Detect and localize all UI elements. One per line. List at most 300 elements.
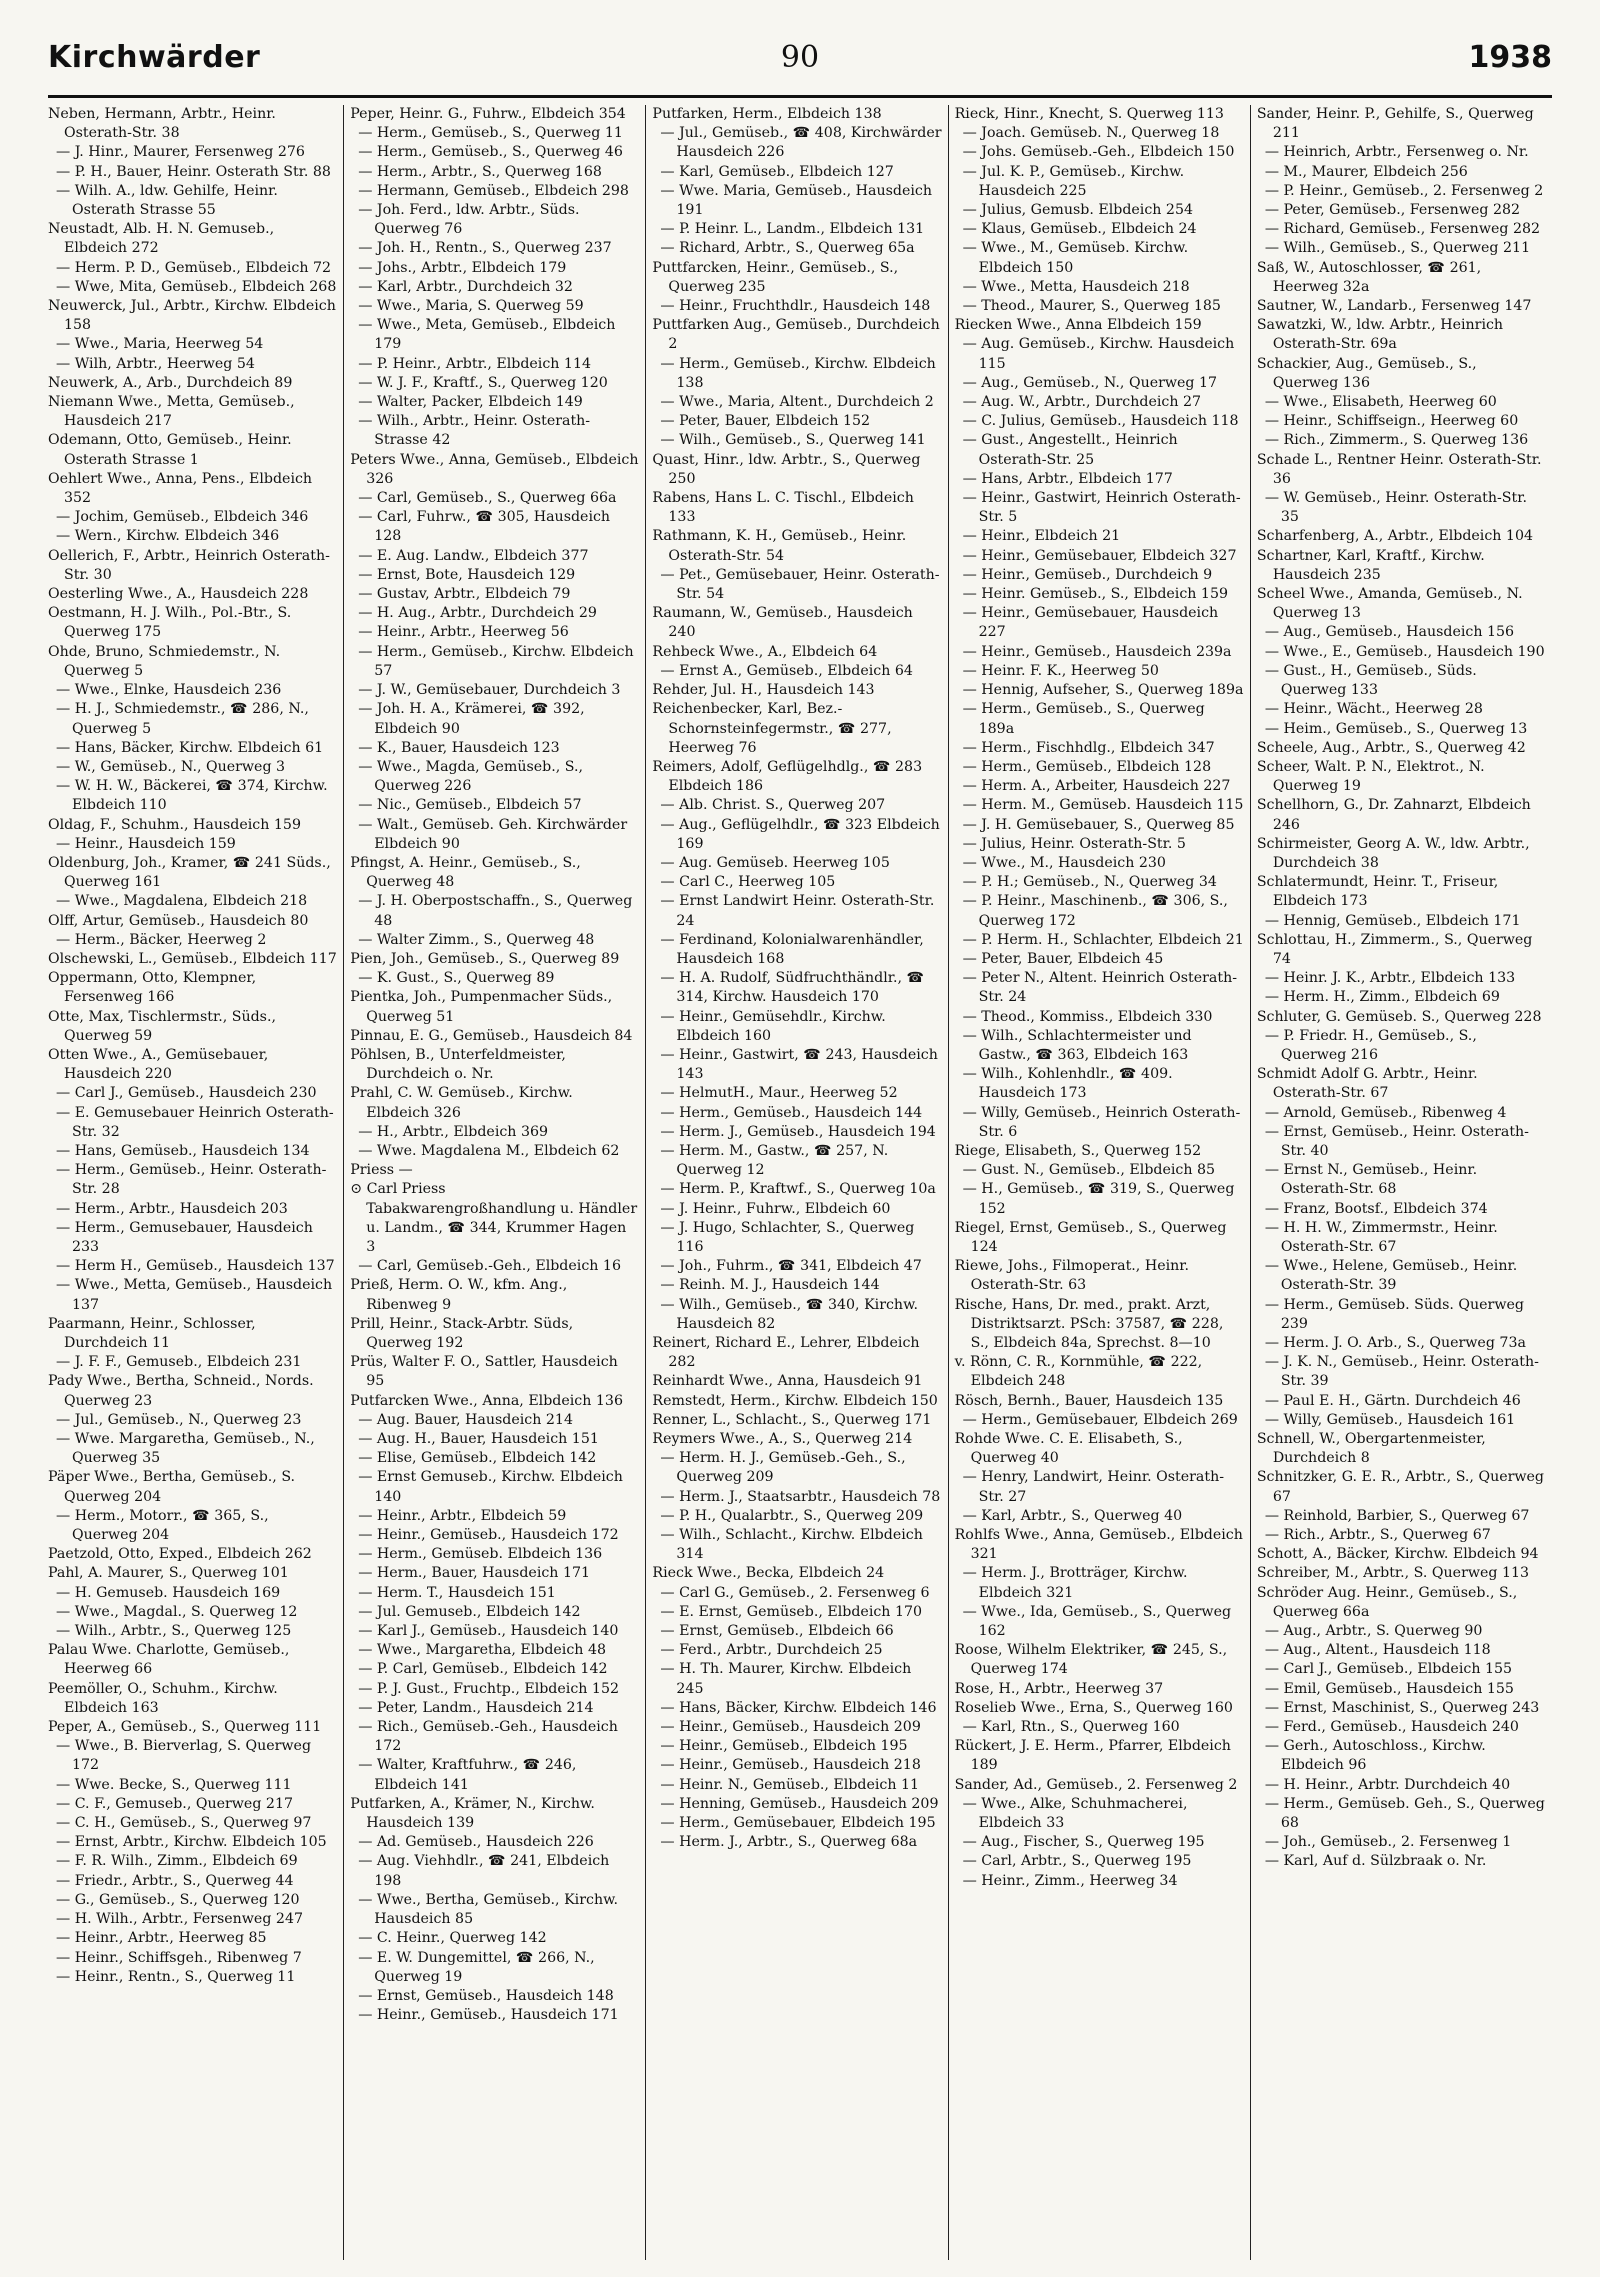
directory-entry: — Aug. Viehhdlr., ☎ 241, Elbdeich 198 xyxy=(358,1853,610,1889)
directory-entry: — Heinr., Gemüsebauer, Elbdeich 327 xyxy=(962,547,1237,564)
directory-entry: — Heinr., Rentn., S., Querweg 11 xyxy=(56,1968,296,1985)
directory-entry: — Wilh, Arbtr., Heerweg 54 xyxy=(56,355,255,372)
directory-entry: Pöhlsen, B., Unterfeldmeister, Durchdeich o. Nr. xyxy=(350,1046,566,1083)
directory-entry: Scheel Wwe., Amanda, Gemüseb., N. Querweg 13 xyxy=(1256,586,1523,622)
directory-entry: — Aug., Gemüseb., Hausdeich 156 xyxy=(1264,624,1515,641)
directory-entry: — Ernst, Maschinist, S., Querweg 243 xyxy=(1264,1699,1540,1716)
page-header xyxy=(48,40,1552,92)
directory-entry: — Aug. H., Bauer, Hausdeich 151 xyxy=(358,1431,599,1448)
directory-entry: — Wilh., Kohlenhdlr., ☎ 409. Hausdeich 173 xyxy=(962,1066,1173,1102)
directory-entry: — Heinr., Gastwirt, Heinrich Osterath-Str. 5 xyxy=(962,490,1241,526)
directory-entry: — Herm. J., Gemüseb., Hausdeich 194 xyxy=(660,1123,936,1140)
directory-entry: — P. Carl, Gemüseb., Elbdeich 142 xyxy=(358,1661,608,1678)
directory-entry: — Herm., Gemüseb., Kirchw. Elbdeich 138 xyxy=(660,355,936,391)
directory-entry: — Wwe., Bertha, Gemüseb., Kirchw. Hausdeich 85 xyxy=(358,1891,619,1928)
directory-entry: Ohde, Bruno, Schmiedemstr., N. Querweg 5 xyxy=(48,643,281,679)
directory-entry: ⊙ Carl Priess Tabakwarengroßhandlung u. Händler u. Landm., ☎ 344, Krummer Hagen 3 xyxy=(350,1181,638,1255)
directory-entry: — Heinr., Gemüseb., Hausdeich 171 xyxy=(358,2007,619,2024)
directory-entry: — C. Heinr., Querweg 142 xyxy=(358,1930,547,1947)
directory-entry: Otten Wwe., A., Gemüsebauer, Hausdeich 220 xyxy=(48,1046,269,1083)
directory-entry: — Peter N., Altent. Heinrich Osterath-Str. 24 xyxy=(962,970,1238,1006)
directory-entry: Sander, Ad., Gemüseb., 2. Fersenweg 2 xyxy=(954,1776,1238,1793)
directory-entry: Sautner, W., Landarb., Fersenweg 147 xyxy=(1256,298,1532,315)
directory-entry: — Joach. Gemüseb. N., Querweg 18 xyxy=(962,125,1220,142)
directory-entry: — W., Gemüseb., N., Querweg 3 xyxy=(56,758,286,775)
directory-entry: Schlottau, H., Zimmerm., S., Querweg 74 xyxy=(1256,931,1533,967)
directory-entry: — Herm., Arbtr., S., Querweg 168 xyxy=(358,163,602,180)
directory-entry: — Heinr. N., Gemüseb., Elbdeich 11 xyxy=(660,1776,920,1793)
directory-entry: — K. Gust., S., Querweg 89 xyxy=(358,970,555,987)
directory-entry: — Heinr., Wächt., Heerweg 28 xyxy=(1264,701,1483,718)
directory-entry: Paetzold, Otto, Exped., Elbdeich 262 xyxy=(48,1546,312,1563)
directory-entry: Neben, Hermann, Arbtr., Heinr. Osterath-Str. 38 xyxy=(48,106,276,142)
directory-entry: — Carl J., Gemüseb., Hausdeich 230 xyxy=(56,1085,317,1102)
directory-entry: — M., Maurer, Elbdeich 256 xyxy=(1264,163,1468,180)
directory-entry: Roose, Wilhelm Elektriker, ☎ 245, S., Querweg 174 xyxy=(954,1642,1228,1678)
directory-entry: — Heinr. F. K., Heerweg 50 xyxy=(962,662,1159,679)
directory-entry: Schmidt Adolf G. Arbtr., Heinr. Osterath-Str. 67 xyxy=(1256,1066,1478,1102)
directory-entry: Niemann Wwe., Metta, Gemüseb., Hausdeich 217 xyxy=(48,394,295,430)
directory-entry: — J. H. Oberpostschaffn., S., Querweg 48 xyxy=(358,893,633,929)
directory-entry: — Jul., Gemüseb., N., Querweg 23 xyxy=(56,1411,302,1428)
directory-entry: — Wwe., Maria, Altent., Durchdeich 2 xyxy=(660,394,934,411)
directory-entry: Odemann, Otto, Gemüseb., Heinr. Osterath Strasse 1 xyxy=(48,432,292,468)
directory-entry: — Wwe., Helene, Gemüseb., Heinr. Osterath-Str. 39 xyxy=(1264,1258,1518,1294)
directory-entry: — Julius, Heinr. Osterath-Str. 5 xyxy=(962,835,1186,852)
directory-entry: — Henning, Gemüseb., Hausdeich 209 xyxy=(660,1795,939,1812)
directory-entry: — Heinr., Gemüseb., Durchdeich 9 xyxy=(962,566,1213,583)
directory-entry: — Hans, Bäcker, Kirchw. Elbdeich 61 xyxy=(56,739,324,756)
directory-entry: — J. W., Gemüsebauer, Durchdeich 3 xyxy=(358,682,621,699)
directory-entry: — Jul. Gemuseb., Elbdeich 142 xyxy=(358,1603,581,1620)
directory-entry: Riewe, Johs., Filmoperat., Heinr. Osterath-Str. 63 xyxy=(954,1258,1189,1294)
running-title: Kirchwärder xyxy=(48,40,261,75)
directory-entry: Neuwerk, A., Arb., Durchdeich 89 xyxy=(48,374,293,391)
directory-columns xyxy=(48,105,1552,2260)
directory-entry: — Wwe., Elnke, Hausdeich 236 xyxy=(56,682,282,699)
directory-entry: — K., Bauer, Hausdeich 123 xyxy=(358,739,560,756)
directory-entry: — Karl, Arbtr., S., Querweg 40 xyxy=(962,1507,1183,1524)
directory-entry: — C. Julius, Gemüseb., Hausdeich 118 xyxy=(962,413,1239,430)
directory-entry: — Carl G., Gemüseb., 2. Fersenweg 6 xyxy=(660,1584,930,1601)
directory-entry: — Herm., Gemusebauer, Hausdeich 233 xyxy=(56,1219,313,1255)
directory-entry: — Arnold, Gemüseb., Ribenweg 4 xyxy=(1264,1104,1507,1121)
directory-entry: — Wwe., M., Gemüseb. Kirchw. Elbdeich 150 xyxy=(962,240,1189,276)
directory-entry: Prüs, Walter F. O., Sattler, Hausdeich 95 xyxy=(350,1354,618,1390)
directory-entry: — Emil, Gemüseb., Hausdeich 155 xyxy=(1264,1680,1514,1697)
directory-entry: — Heinr. J. K., Arbtr., Elbdeich 133 xyxy=(1264,970,1516,987)
directory-entry: — Heinr. Gemüseb., S., Elbdeich 159 xyxy=(962,586,1229,603)
directory-entry: — W. Gemüseb., Heinr. Osterath-Str. 35 xyxy=(1264,490,1527,526)
directory-entry: Renner, L., Schlacht., S., Querweg 171 xyxy=(652,1411,932,1428)
directory-entry: Putfarken, Herm., Elbdeich 138 xyxy=(652,106,882,122)
directory-entry: — Herm. J., Brotträger, Kirchw. Elbdeich 321 xyxy=(962,1565,1188,1601)
column-3 xyxy=(645,105,947,2260)
directory-entry: Putfarken, A., Krämer, N., Kirchw. Hausdeich 139 xyxy=(350,1795,595,1832)
directory-entry: — Joh., Gemüseb., 2. Fersenweg 1 xyxy=(1264,1834,1512,1851)
directory-entry: — Hennig, Gemüseb., Elbdeich 171 xyxy=(1264,912,1521,929)
directory-entry: — Herm. P. D., Gemüseb., Elbdeich 72 xyxy=(56,259,332,276)
directory-entry: Schnell, W., Obergartenmeister, Durchdeich 8 xyxy=(1256,1431,1486,1467)
directory-entry: — Herm. T., Hausdeich 151 xyxy=(358,1584,556,1601)
directory-entry: — Jul., Gemüseb., ☎ 408, Kirchwärder Hausdeich 226 xyxy=(660,125,942,161)
directory-entry: — P. Heinr., Maschinenb., ☎ 306, S., Querweg 172 xyxy=(962,893,1228,929)
directory-entry: Oesterling Wwe., A., Hausdeich 228 xyxy=(48,586,309,603)
directory-entry: Reichenbecker, Karl, Bez.-Schornsteinfegermstr., ☎ 277, Heerweg 76 xyxy=(652,701,892,756)
directory-entry: Oldenburg, Joh., Kramer, ☎ 241 Süds., Querweg 161 xyxy=(48,854,331,891)
directory-entry: — E. Aug. Landw., Elbdeich 377 xyxy=(358,547,589,564)
directory-entry: — Heinr., Elbdeich 21 xyxy=(962,528,1121,545)
directory-entry: — Heinr., Arbtr., Heerweg 56 xyxy=(358,624,569,641)
directory-entry: — Aug., Arbtr., S. Querweg 90 xyxy=(1264,1623,1483,1640)
directory-entry: — Karl, Auf d. Sülzbraak o. Nr. xyxy=(1264,1853,1487,1870)
directory-entry: — H. Th. Maurer, Kirchw. Elbdeich 245 xyxy=(660,1661,912,1697)
directory-entry: — Richard, Arbtr., S., Querweg 65a xyxy=(660,240,915,257)
directory-entry: — W. H. W., Bäckerei, ☎ 374, Kirchw. Elbdeich 110 xyxy=(56,778,328,814)
directory-entry: v. Rönn, C. R., Kornmühle, ☎ 222, Elbdeich 248 xyxy=(954,1354,1203,1390)
directory-entry: Reymers Wwe., A., S., Querweg 214 xyxy=(652,1431,913,1448)
directory-entry: — Aug., Geflügelhdlr., ☎ 323 Elbdeich 169 xyxy=(660,816,940,852)
directory-entry: — Gustav, Arbtr., Elbdeich 79 xyxy=(358,586,571,603)
directory-entry: — Heinr., Zimm., Heerweg 34 xyxy=(962,1872,1178,1889)
directory-entry: — Gust., H., Gemüseb., Süds. Querweg 133 xyxy=(1264,662,1477,699)
directory-entry: Rehder, Jul. H., Hausdeich 143 xyxy=(652,682,875,699)
directory-entry: — Herm., Fischhdlg., Elbdeich 347 xyxy=(962,739,1215,756)
directory-entry: Schartner, Karl, Kraftf., Kirchw. Hausdeich 235 xyxy=(1256,547,1485,583)
header-rule xyxy=(48,95,1552,98)
directory-entry: — Aug. Gemüseb. Heerweg 105 xyxy=(660,854,890,871)
directory-entry: Otte, Max, Tischlermstr., Süds., Querweg 59 xyxy=(48,1008,276,1044)
directory-entry: — P. Herm. H., Schlachter, Elbdeich 21 xyxy=(962,931,1244,948)
directory-entry: Scheele, Aug., Arbtr., S., Querweg 42 xyxy=(1256,739,1526,756)
directory-entry: — H. J., Schmiedemstr., ☎ 286, N., Querweg 5 xyxy=(56,701,309,737)
directory-entry: — P. Heinr., Gemüseb., 2. Fersenweg 2 xyxy=(1264,182,1544,199)
directory-entry: — Hans, Gemüseb., Hausdeich 134 xyxy=(56,1142,310,1159)
directory-entry: — P. J. Gust., Fruchtp., Elbdeich 152 xyxy=(358,1680,619,1697)
directory-entry: — Wwe. Margaretha, Gemüseb., N., Querweg 35 xyxy=(56,1431,315,1467)
directory-entry: — Richard, Gemüseb., Fersenweg 282 xyxy=(1264,221,1541,238)
directory-entry: Rückert, J. E. Herm., Pfarrer, Elbdeich 189 xyxy=(954,1738,1231,1774)
directory-entry: Pahl, A. Maurer, S., Querweg 101 xyxy=(48,1565,289,1582)
directory-entry: — Ernst Landwirt Heinr. Osterath-Str. 24 xyxy=(660,893,935,929)
directory-entry: — W. J. F., Kraftf., S., Querweg 120 xyxy=(358,374,608,391)
directory-entry: Schnitzker, G. E. R., Arbtr., S., Querweg 67 xyxy=(1256,1469,1545,1505)
directory-entry: — Hennig, Aufseher, S., Querweg 189a xyxy=(962,682,1244,699)
directory-entry: — F. R. Wilh., Zimm., Elbdeich 69 xyxy=(56,1853,298,1870)
directory-entry: — J. K. N., Gemüseb., Heinr. Osterath-Str. 39 xyxy=(1264,1354,1539,1390)
directory-entry: — Jochim, Gemüseb., Elbdeich 346 xyxy=(56,509,309,526)
directory-entry: — Hans, Arbtr., Elbdeich 177 xyxy=(962,470,1173,487)
directory-entry: — Heinr., Gemüsehdlr., Kirchw. Elbdeich 160 xyxy=(660,1008,886,1044)
directory-entry: — Theod., Kommiss., Elbdeich 330 xyxy=(962,1008,1213,1025)
directory-entry: Olschewski, L., Gemüseb., Elbdeich 117 xyxy=(48,950,337,967)
directory-entry: Oldag, F., Schuhm., Hausdeich 159 xyxy=(48,816,301,833)
directory-entry: — Wern., Kirchw. Elbdeich 346 xyxy=(56,528,280,545)
directory-entry: Rieck Wwe., Becka, Elbdeich 24 xyxy=(652,1565,885,1582)
directory-entry: — P. Friedr. H., Gemüseb., S., Querweg 216 xyxy=(1264,1027,1477,1063)
directory-entry: — Ernst N., Gemüseb., Heinr. Osterath-Str. 68 xyxy=(1264,1162,1478,1198)
directory-entry: Remstedt, Herm., Kirchw. Elbdeich 150 xyxy=(652,1392,938,1409)
directory-entry: Priess — xyxy=(350,1162,413,1179)
directory-entry: — Rich., Arbtr., S., Querweg 67 xyxy=(1264,1527,1491,1544)
directory-entry: — Jul. K. P., Gemüseb., Kirchw. Hausdeich 225 xyxy=(962,163,1185,199)
directory-entry: Quast, Hinr., ldw. Arbtr., S., Querweg 250 xyxy=(652,451,921,487)
directory-entry: — Heinr., Gemüseb., Hausdeich 239a xyxy=(962,643,1232,660)
directory-entry: — Herm., Bauer, Hausdeich 171 xyxy=(358,1565,591,1582)
directory-entry: — C. F., Gemuseb., Querweg 217 xyxy=(56,1795,293,1812)
directory-entry: Pady Wwe., Bertha, Schneid., Nords. Querweg 23 xyxy=(48,1373,314,1409)
directory-entry: — Rich., Zimmerm., S. Querweg 136 xyxy=(1264,432,1529,449)
directory-entry: Palau Wwe. Charlotte, Gemüseb., Heerweg 66 xyxy=(48,1642,290,1678)
directory-entry: Pientka, Joh., Pumpenmacher Süds., Querweg 51 xyxy=(350,989,613,1025)
column-1 xyxy=(48,105,343,2260)
directory-entry: — Paul E. H., Gärtn. Durchdeich 46 xyxy=(1264,1392,1521,1409)
directory-entry: Päper Wwe., Bertha, Gemüseb., S. Querweg 204 xyxy=(48,1469,296,1505)
directory-entry: Prahl, C. W. Gemüseb., Kirchw. Elbdeich 326 xyxy=(350,1085,573,1121)
directory-entry: — Wwe. Maria, Gemüseb., Hausdeich 191 xyxy=(660,182,932,219)
directory-entry: — J. H. Gemüsebauer, S., Querweg 85 xyxy=(962,816,1235,833)
directory-entry: — Peter, Bauer, Elbdeich 152 xyxy=(660,413,871,430)
directory-entry: Schreiber, M., Arbtr., S. Querweg 113 xyxy=(1256,1565,1530,1582)
directory-entry: — Heinr., Fruchthdlr., Hausdeich 148 xyxy=(660,298,931,315)
directory-entry: — Wilh., Arbtr., Heinr. Osterath-Strasse 42 xyxy=(358,413,591,449)
directory-entry: — Herm., Motorr., ☎ 365, S., Querweg 204 xyxy=(56,1507,269,1544)
directory-entry: — Wwe., Metta, Hausdeich 218 xyxy=(962,278,1190,295)
directory-entry: — Herm., Gemüseb. Süds. Querweg 239 xyxy=(1264,1296,1524,1332)
directory-entry: Saß, W., Autoschlosser, ☎ 261, Heerweg 32a xyxy=(1256,259,1482,295)
directory-entry: — Peter, Landm., Hausdeich 214 xyxy=(358,1699,594,1716)
directory-entry: — Herm., Gemüseb. Geh., S., Querweg 68 xyxy=(1264,1795,1545,1832)
directory-entry: — Wilh., Gemüseb., S., Querweg 211 xyxy=(1264,240,1531,257)
directory-entry: — Klaus, Gemüseb., Elbdeich 24 xyxy=(962,221,1197,238)
directory-entry: — Herm., Gemüseb., Hausdeich 144 xyxy=(660,1104,923,1121)
directory-entry: — Wwe., Magda, Gemüseb., S., Querweg 226 xyxy=(358,758,584,795)
directory-entry: — Heinr., Gemüseb., Elbdeich 195 xyxy=(660,1738,908,1755)
directory-entry: — Herm., Gemüseb. Elbdeich 136 xyxy=(358,1546,603,1563)
directory-entry: — Ernst, Bote, Hausdeich 129 xyxy=(358,566,576,583)
directory-entry: — Herm. J., Arbtr., S., Querweg 68a xyxy=(660,1834,918,1851)
directory-entry: Sander, Heinr. P., Gehilfe, S., Querweg 211 xyxy=(1256,106,1534,142)
directory-entry: — Herm., Bäcker, Heerweg 2 xyxy=(56,931,267,948)
directory-entry: — Rich., Gemüseb.-Geh., Hausdeich 172 xyxy=(358,1719,618,1755)
directory-entry: — Heinr., Gemüseb., Hausdeich 172 xyxy=(358,1527,619,1544)
directory-entry: — H. Aug., Arbtr., Durchdeich 29 xyxy=(358,605,597,622)
directory-entry: — Herm., Gemüsebauer, Elbdeich 195 xyxy=(660,1815,936,1832)
directory-entry: — Carl, Arbtr., S., Querweg 195 xyxy=(962,1853,1192,1870)
directory-entry: — Theod., Maurer, S., Querweg 185 xyxy=(962,298,1221,315)
directory-entry: Neuwerck, Jul., Arbtr., Kirchw. Elbdeich 158 xyxy=(48,298,336,334)
directory-entry: Scheer, Walt. P. N., Elektrot., N. Querweg 19 xyxy=(1256,758,1485,795)
directory-entry: Raumann, W., Gemüseb., Hausdeich 240 xyxy=(652,605,913,641)
directory-entry: — Ferdinand, Kolonialwarenhändler, Hausdeich 168 xyxy=(660,931,924,967)
directory-entry: — Carl, Gemüseb.-Geh., Elbdeich 16 xyxy=(358,1258,621,1275)
directory-entry: — Wilh., Schlachtermeister und Gastw., ☎ 363, Elbdeich 163 xyxy=(962,1027,1192,1063)
directory-entry: — Herm., Gemüseb., S., Querweg 11 xyxy=(358,125,623,142)
directory-entry: — Julius, Gemusb. Elbdeich 254 xyxy=(962,202,1194,219)
directory-entry: Rösch, Bernh., Bauer, Hausdeich 135 xyxy=(954,1392,1224,1409)
directory-entry: — H., Gemüseb., ☎ 319, S., Querweg 152 xyxy=(962,1181,1235,1217)
directory-entry: — Ernst A., Gemüseb., Elbdeich 64 xyxy=(660,662,913,679)
directory-entry: — Alb. Christ. S., Querweg 207 xyxy=(660,797,886,814)
directory-entry: Schott, A., Bäcker, Kirchw. Elbdeich 94 xyxy=(1256,1546,1539,1563)
directory-entry: — H. Gemuseb. Hausdeich 169 xyxy=(56,1584,281,1601)
directory-entry: — P. H., Qualarbtr., S., Querweg 209 xyxy=(660,1507,924,1524)
directory-entry: — Heinr., Gemüsebauer, Hausdeich 227 xyxy=(962,605,1219,641)
directory-entry: — Wilh., Gemüseb., S., Querweg 141 xyxy=(660,432,926,449)
directory-entry: Riege, Elisabeth, S., Querweg 152 xyxy=(954,1142,1202,1159)
directory-entry: — Hans, Bäcker, Kirchw. Elbdeich 146 xyxy=(660,1699,937,1716)
directory-entry: — Herm., Arbtr., Hausdeich 203 xyxy=(56,1200,288,1217)
directory-entry: — Ernst, Gemüseb., Heinr. Osterath-Str. 40 xyxy=(1264,1123,1529,1159)
directory-entry: — Wwe., Margaretha, Elbdeich 48 xyxy=(358,1642,606,1659)
directory-entry: — Walt., Gemüseb. Geh. Kirchwärder Elbdeich 90 xyxy=(358,816,628,852)
directory-entry: Pfingst, A. Heinr., Gemüseb., S., Querweg 48 xyxy=(350,854,581,891)
directory-entry: — Wwe., Maria, Heerweg 54 xyxy=(56,336,264,353)
directory-entry: — Wwe., Elisabeth, Heerweg 60 xyxy=(1264,394,1497,411)
column-5 xyxy=(1250,105,1552,2260)
directory-entry: — Gerh., Autoschloss., Kirchw. Elbdeich 96 xyxy=(1264,1738,1486,1774)
column-4 xyxy=(948,105,1250,2260)
directory-entry: — Joh. H., Rentn., S., Querweg 237 xyxy=(358,240,612,257)
directory-entry: — Carl, Fuhrw., ☎ 305, Hausdeich 128 xyxy=(358,509,611,545)
directory-entry: Riegel, Ernst, Gemüseb., S., Querweg 124 xyxy=(954,1219,1227,1255)
directory-entry: Pinnau, E. G., Gemüseb., Hausdeich 84 xyxy=(350,1027,633,1044)
directory-entry: — Wwe., Alke, Schuhmacherei, Elbdeich 33 xyxy=(962,1795,1188,1832)
directory-entry: — Wwe., Meta, Gemüseb., Elbdeich 179 xyxy=(358,317,616,353)
directory-entry: — J. Hugo, Schlachter, S., Querweg 116 xyxy=(660,1219,915,1255)
directory-entry: — Herm., Gemüseb., Heinr. Osterath-Str. 28 xyxy=(56,1162,327,1198)
directory-entry: — J. Heinr., Fuhrw., Elbdeich 60 xyxy=(660,1200,891,1217)
directory-entry: — Ernst, Arbtr., Kirchw. Elbdeich 105 xyxy=(56,1834,327,1851)
directory-entry: — P. H., Bauer, Heinr. Osterath Str. 88 xyxy=(56,163,331,180)
directory-entry: Roselieb Wwe., Erna, S., Querweg 160 xyxy=(954,1699,1233,1716)
directory-entry: Scharfenberg, A., Arbtr., Elbdeich 104 xyxy=(1256,528,1534,545)
directory-entry: Schlatermundt, Heinr. T., Friseur, Elbdeich 173 xyxy=(1256,874,1499,910)
directory-entry: Rohde Wwe. C. E. Elisabeth, S., Querweg 40 xyxy=(954,1431,1183,1467)
directory-entry: — Joh. Ferd., ldw. Arbtr., Süds. Querweg 76 xyxy=(358,202,580,238)
directory-entry: — Ernst Gemuseb., Kirchw. Elbdeich 140 xyxy=(358,1469,623,1505)
directory-entry: — Herm. M., Gemüseb. Hausdeich 115 xyxy=(962,797,1244,814)
directory-entry: Rische, Hans, Dr. med., prakt. Arzt, Distriktsarzt. PSch: 37587, ☎ 228, S., Elbdeich 84a, Sprechst. 8—10 xyxy=(954,1296,1224,1351)
directory-entry: — Karl, Rtn., S., Querweg 160 xyxy=(962,1719,1180,1736)
directory-entry: — Wwe. Becke, S., Querweg 111 xyxy=(56,1776,292,1793)
directory-entry: — HelmutH., Maur., Heerweg 52 xyxy=(660,1085,898,1102)
directory-entry: — Wwe., Ida, Gemüseb., S., Querweg 162 xyxy=(962,1603,1232,1640)
directory-entry: Oellerich, F., Arbtr., Heinrich Osterath-Str. 30 xyxy=(48,547,330,583)
directory-entry: — Joh., Fuhrm., ☎ 341, Elbdeich 47 xyxy=(660,1258,922,1275)
directory-entry: Prill, Heinr., Stack-Arbtr. Süds, Querweg 192 xyxy=(350,1315,574,1351)
directory-entry: — Heinrich, Arbtr., Fersenweg o. Nr. xyxy=(1264,144,1529,161)
directory-entry: Schackier, Aug., Gemüseb., S., Querweg 136 xyxy=(1256,355,1477,391)
directory-entry: — Joh. H. A., Krämerei, ☎ 392, Elbdeich 90 xyxy=(358,701,585,737)
directory-entry: — Willy, Gemüseb., Heinrich Osterath-Str. 6 xyxy=(962,1104,1241,1140)
directory-entry: Putfarcken Wwe., Anna, Elbdeich 136 xyxy=(350,1392,623,1409)
directory-entry: — H. H. W., Zimmermstr., Heinr. Osterath-Str. 67 xyxy=(1264,1219,1498,1255)
directory-entry: Reinhardt Wwe., Anna, Hausdeich 91 xyxy=(652,1373,923,1390)
directory-entry: — Friedr., Arbtr., S., Querweg 44 xyxy=(56,1872,294,1889)
directory-entry: — Herm., Gemüseb., S., Querweg 189a xyxy=(962,701,1205,737)
directory-entry: — Heinr., Gemüseb., Hausdeich 209 xyxy=(660,1719,921,1736)
directory-entry: — Reinh. M. J., Hausdeich 144 xyxy=(660,1277,880,1294)
directory-entry: — Wwe., Metta, Gemüseb., Hausdeich 137 xyxy=(56,1277,333,1313)
directory-entry: — Walter, Kraftfuhrw., ☎ 246, Elbdeich 141 xyxy=(358,1757,577,1793)
directory-entry: — E. W. Dungemittel, ☎ 266, N., Querweg 19 xyxy=(358,1949,595,1985)
directory-entry: — Aug., Fischer, S., Querweg 195 xyxy=(962,1834,1205,1851)
directory-entry: Peper, A., Gemüseb., S., Querweg 111 xyxy=(48,1719,322,1736)
directory-entry: — Heinr., Schiffsgeh., Ribenweg 7 xyxy=(56,1949,302,1966)
directory-entry: — Reinhold, Barbier, S., Querweg 67 xyxy=(1264,1507,1530,1524)
directory-entry: — Franz, Bootsf., Elbdeich 374 xyxy=(1264,1200,1488,1217)
directory-entry: Rathmann, K. H., Gemüseb., Heinr. Osterath-Str. 54 xyxy=(652,528,907,564)
directory-entry: Puttfarken Aug., Gemüseb., Durchdeich 2 xyxy=(652,317,940,353)
directory-entry: — Gust., Angestellt., Heinrich Osterath-Str. 25 xyxy=(962,432,1178,468)
directory-entry: — Aug., Altent., Hausdeich 118 xyxy=(1264,1642,1491,1659)
directory-entry: — Gust. N., Gemüseb., Elbdeich 85 xyxy=(962,1162,1216,1179)
directory-entry: — Wilh. A., ldw. Gehilfe, Heinr. Osterath Strasse 55 xyxy=(56,182,278,219)
directory-entry: — Ad. Gemüseb., Hausdeich 226 xyxy=(358,1834,594,1851)
directory-entry: — P. Heinr. L., Landm., Elbdeich 131 xyxy=(660,221,925,238)
directory-entry: — Heim., Gemüseb., S., Querweg 13 xyxy=(1264,720,1528,737)
directory-entry: — Herm H., Gemüseb., Hausdeich 137 xyxy=(56,1258,335,1275)
directory-entry: — Aug. Gemüseb., Kirchw. Hausdeich 115 xyxy=(962,336,1235,372)
directory-entry: — H., Arbtr., Elbdeich 369 xyxy=(358,1123,549,1140)
directory-entry: — Wwe., B. Bierverlag, S. Querweg 172 xyxy=(56,1738,312,1774)
directory-entry: — Hermann, Gemüseb., Elbdeich 298 xyxy=(358,182,629,199)
directory-entry: Sawatzki, W., ldw. Arbtr., Heinrich Osterath-Str. 69a xyxy=(1256,317,1504,353)
directory-entry: Oehlert Wwe., Anna, Pens., Elbdeich 352 xyxy=(48,470,313,507)
directory-entry: Rose, H., Arbtr., Heerweg 37 xyxy=(954,1680,1164,1697)
directory-entry: — Willy, Gemüseb., Hausdeich 161 xyxy=(1264,1411,1516,1428)
directory-entry: — G., Gemüseb., S., Querweg 120 xyxy=(56,1891,300,1908)
directory-entry: — Wwe, Mita, Gemüseb., Elbdeich 268 xyxy=(56,278,337,295)
directory-entry: — H. A. Rudolf, Südfruchthändlr., ☎ 314, Kirchw. Hausdeich 170 xyxy=(660,970,925,1006)
directory-entry: — Carl J., Gemüseb., Elbdeich 155 xyxy=(1264,1661,1513,1678)
directory-entry: Prieß, Herm. O. W., kfm. Ang., Ribenweg 9 xyxy=(350,1277,568,1313)
directory-entry: — Herm. J., Staatsarbtr., Hausdeich 78 xyxy=(660,1488,941,1505)
directory-entry: Reinert, Richard E., Lehrer, Elbdeich 282 xyxy=(652,1335,920,1371)
directory-entry: — Ernst, Gemüseb., Hausdeich 148 xyxy=(358,1987,614,2004)
directory-entry: — Wwe., Maria, S. Querweg 59 xyxy=(358,298,584,315)
directory-entry: Reimers, Adolf, Geflügelhdlg., ☎ 283 Elbdeich 186 xyxy=(652,758,923,795)
directory-entry: — Herm. H., Zimm., Elbdeich 69 xyxy=(1264,989,1500,1006)
directory-entry: — Aug. W., Arbtr., Durchdeich 27 xyxy=(962,394,1202,411)
directory-entry: — Heinr., Gemüseb., Hausdeich 218 xyxy=(660,1757,921,1774)
directory-entry: — E. Ernst, Gemüseb., Elbdeich 170 xyxy=(660,1603,923,1620)
directory-entry: — Wwe., E., Gemüseb., Hausdeich 190 xyxy=(1264,643,1545,660)
directory-entry: — Pet., Gemüsebauer, Heinr. Osterath-Str. 54 xyxy=(660,566,940,603)
directory-entry: — Elise, Gemüseb., Elbdeich 142 xyxy=(358,1450,597,1467)
directory-entry: — Johs. Gemüseb.-Geh., Elbdeich 150 xyxy=(962,144,1235,161)
directory-entry: — Karl, Gemüseb., Elbdeich 127 xyxy=(660,163,894,180)
directory-entry: — J. Hinr., Maurer, Fersenweg 276 xyxy=(56,144,305,161)
directory-entry: — Herm. M., Gastw., ☎ 257, N. Querweg 12 xyxy=(660,1142,889,1179)
directory-entry: Oppermann, Otto, Klempner, Fersenweg 166 xyxy=(48,970,257,1006)
directory-entry: — Walter Zimm., S., Querweg 48 xyxy=(358,931,595,948)
directory-entry: — Wilh., Schlacht., Kirchw. Elbdeich 314 xyxy=(660,1527,923,1563)
directory-entry: — Herm. H. J., Gemüseb.-Geh., S., Querweg 209 xyxy=(660,1450,906,1486)
directory-entry: — J. F. F., Gemuseb., Elbdeich 231 xyxy=(56,1354,302,1371)
directory-entry: — Henry, Landwirt, Heinr. Osterath-Str. 27 xyxy=(962,1469,1224,1505)
directory-entry: Pien, Joh., Gemüseb., S., Querweg 89 xyxy=(350,950,620,967)
directory-entry: Peters Wwe., Anna, Gemüseb., Elbdeich 326 xyxy=(350,451,639,487)
directory-entry: — Walter, Packer, Elbdeich 149 xyxy=(358,394,583,411)
directory-entry: — Karl J., Gemüseb., Hausdeich 140 xyxy=(358,1623,619,1640)
directory-entry: Olff, Artur, Gemüseb., Hausdeich 80 xyxy=(48,912,309,929)
directory-entry: Peemöller, O., Schuhm., Kirchw. Elbdeich 163 xyxy=(48,1680,278,1716)
directory-entry: — Aug., Gemüseb., N., Querweg 17 xyxy=(962,374,1218,391)
directory-entry: — Herm. J. O. Arb., S., Querweg 73a xyxy=(1264,1335,1526,1351)
directory-entry: — Ferd., Arbtr., Durchdeich 25 xyxy=(660,1642,883,1659)
